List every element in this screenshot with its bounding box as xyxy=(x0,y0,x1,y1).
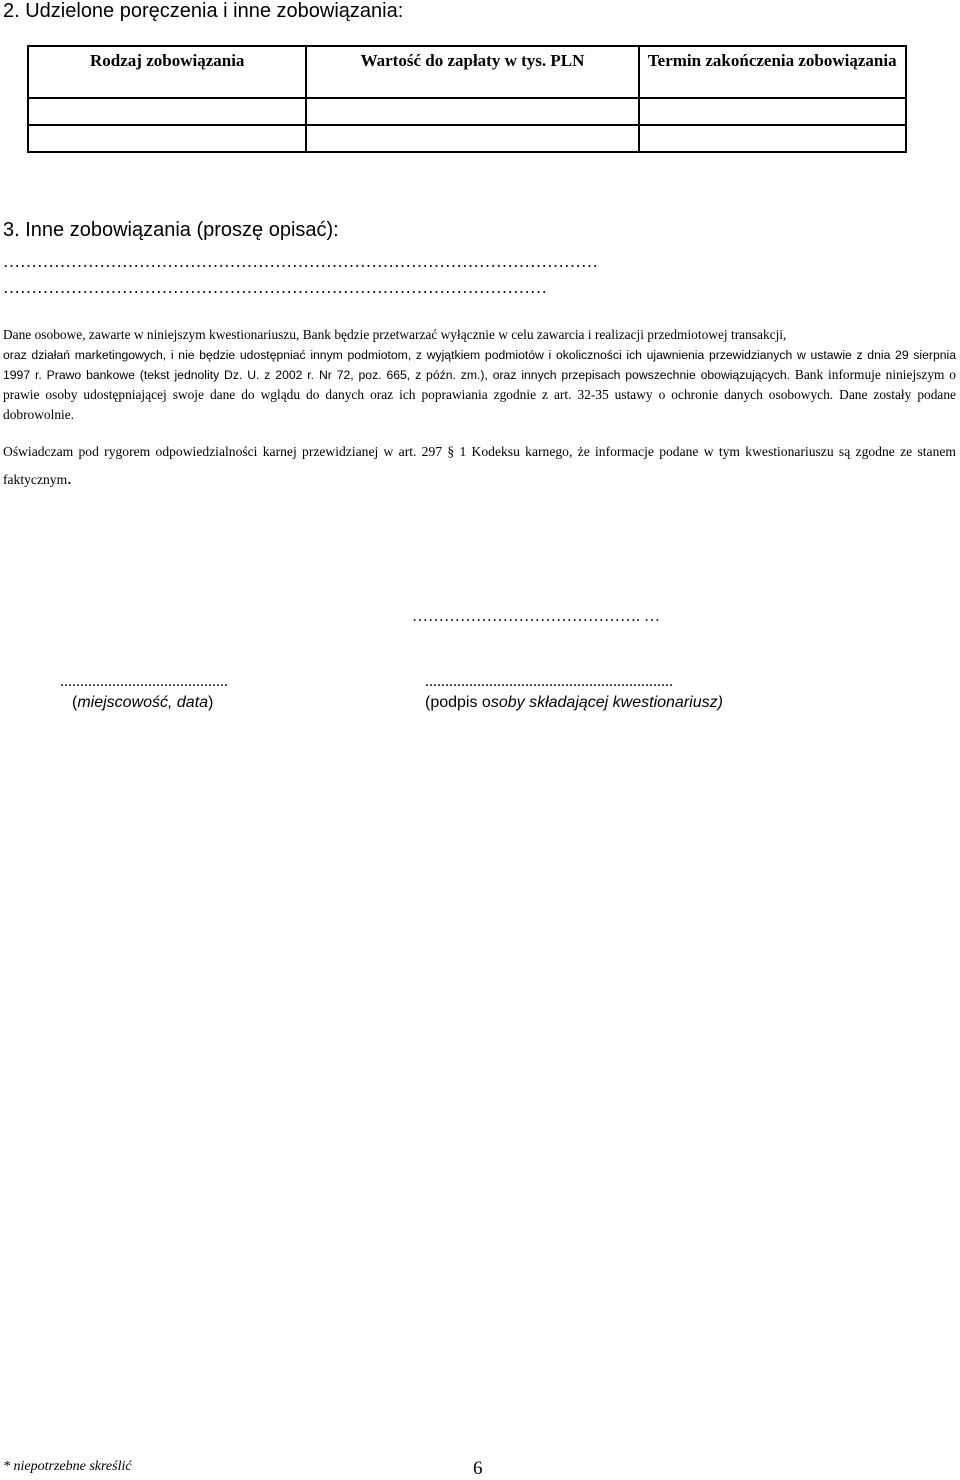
section-sign: § xyxy=(447,444,455,459)
table-cell[interactable] xyxy=(306,125,638,152)
declaration-text-b: 1 Kodeksu karnego, że informacje podane w tym kwestionariuszu są zgodne ze stanem faktycznym xyxy=(3,444,956,487)
table-cell[interactable] xyxy=(639,125,906,152)
table-row xyxy=(28,98,906,125)
table-cell[interactable] xyxy=(28,125,306,152)
table-cell[interactable] xyxy=(28,98,306,125)
consent-rights-text: Bank informuje niniejszym o prawie osoby udostępniającej swoje dane do wglądu do danych oraz ich poprawiania zgodnie z art. 32-35 ustawy o ochronie danych osobowych. Dane zostały podane dobrowolnie. xyxy=(3,367,956,422)
declaration-paragraph xyxy=(3,438,956,493)
column-header-value: Wartość do zapłaty w tys. PLN xyxy=(306,46,638,98)
section-3-heading: 3. Inne zobowiązania (proszę opisać): xyxy=(3,219,339,241)
signature-label: (podpis osoby składającej kwestionariusz) xyxy=(425,694,723,711)
table-cell[interactable] xyxy=(639,98,906,125)
signature-line[interactable]: .............................................................. xyxy=(425,673,673,690)
declaration-end: . xyxy=(67,468,72,488)
obligations-table xyxy=(27,45,907,153)
place-date-line[interactable]: .......................................... xyxy=(60,673,228,690)
answer-line-1[interactable]: …………………………………………………………………………………………… xyxy=(3,252,598,271)
table-cell[interactable] xyxy=(306,98,638,125)
table-header-row xyxy=(28,46,906,98)
answer-line-2[interactable]: …………………………………………………………………………………… xyxy=(3,278,547,297)
place-date-label: (miejscowość, data) xyxy=(72,694,214,711)
column-header-type: Rodzaj zobowiązania xyxy=(28,46,306,98)
section-2-heading: 2. Udzielone poręczenia i inne zobowiązania: xyxy=(3,0,404,22)
data-consent-paragraph xyxy=(3,325,956,425)
table-row xyxy=(28,125,906,152)
consent-marketing-text: oraz działań marketingowych, i nie będzie udostępniać innym podmiotom, z wyjątkiem podmiotów i okoliczności ich ujawnienia przewidzianych w ustawie z dnia 29 sierpnia 1997 r. Prawo bankowe (tekst jednolity Dz. U. z 2002 r. Nr 72, poz. 665, z późn. zm.), oraz innych przepisach powszechnie obowiązujących. xyxy=(3,348,956,382)
consent-line-1: Dane osobowe, zawarte w niniejszym kwestionariuszu, Bank będzie przetwarzać wyłącznie w celu zawarcia i realizacji przedmiotowej transakcji, xyxy=(3,327,787,342)
footnote: * niepotrzebne skreślić xyxy=(3,1459,132,1474)
declaration-text-a: Oświadczam pod rygorem odpowiedzialności karnej przewidzianej w art. 297 xyxy=(3,444,443,459)
column-header-term: Termin zakończenia zobowiązania xyxy=(639,46,906,98)
page-number: 6 xyxy=(473,1458,483,1479)
signature-dots-upper: ……………………………………. … xyxy=(412,608,660,625)
